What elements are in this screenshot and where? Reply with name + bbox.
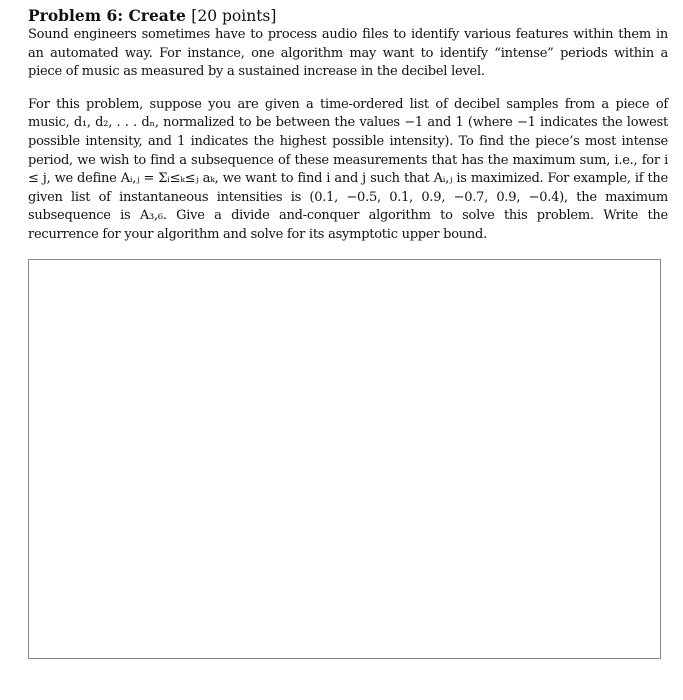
problem-points: [20 points]: [191, 7, 277, 25]
problem-heading: [28, 6, 668, 26]
answer-box[interactable]: [28, 259, 661, 659]
problem-statement: [28, 6, 668, 245]
intro-paragraph: Sound engineers sometimes have to process audio files to identify various features within them in an automated way. For instance, one algorithm may want to identify “intense” periods within a piece of music as measured by a sustained increase in the decibel level.: [28, 27, 668, 80]
problem-title: Problem 6: Create: [28, 6, 186, 25]
task-paragraph: For this problem, suppose you are given a time-ordered list of decibel samples from a piece of music, d₁, d₂, . . . dₙ, normalized to be between the values −1 and 1 (where −1 indicates the lowest possible intensity, and 1 indicates the highest possible intensity). To find the piece’s most intense period, we wish to find a subsequence of these measurements that has the maximum sum, i.e., for i ≤ j, we define Aᵢ,ⱼ = Σᵢ≤ₖ≤ⱼ aₖ, we want to find i and j such that Aᵢ,ⱼ is maximized. For example, if the given list of instantaneous intensities is (0.1, −0.5, 0.1, 0.9, −0.7, 0.9, −0.4), the maximum subsequence is A₃,₆. Give a divide and-conquer algorithm to solve this problem. Write the recurrence for your algorithm and solve for its asymptotic upper bound.: [28, 96, 668, 242]
